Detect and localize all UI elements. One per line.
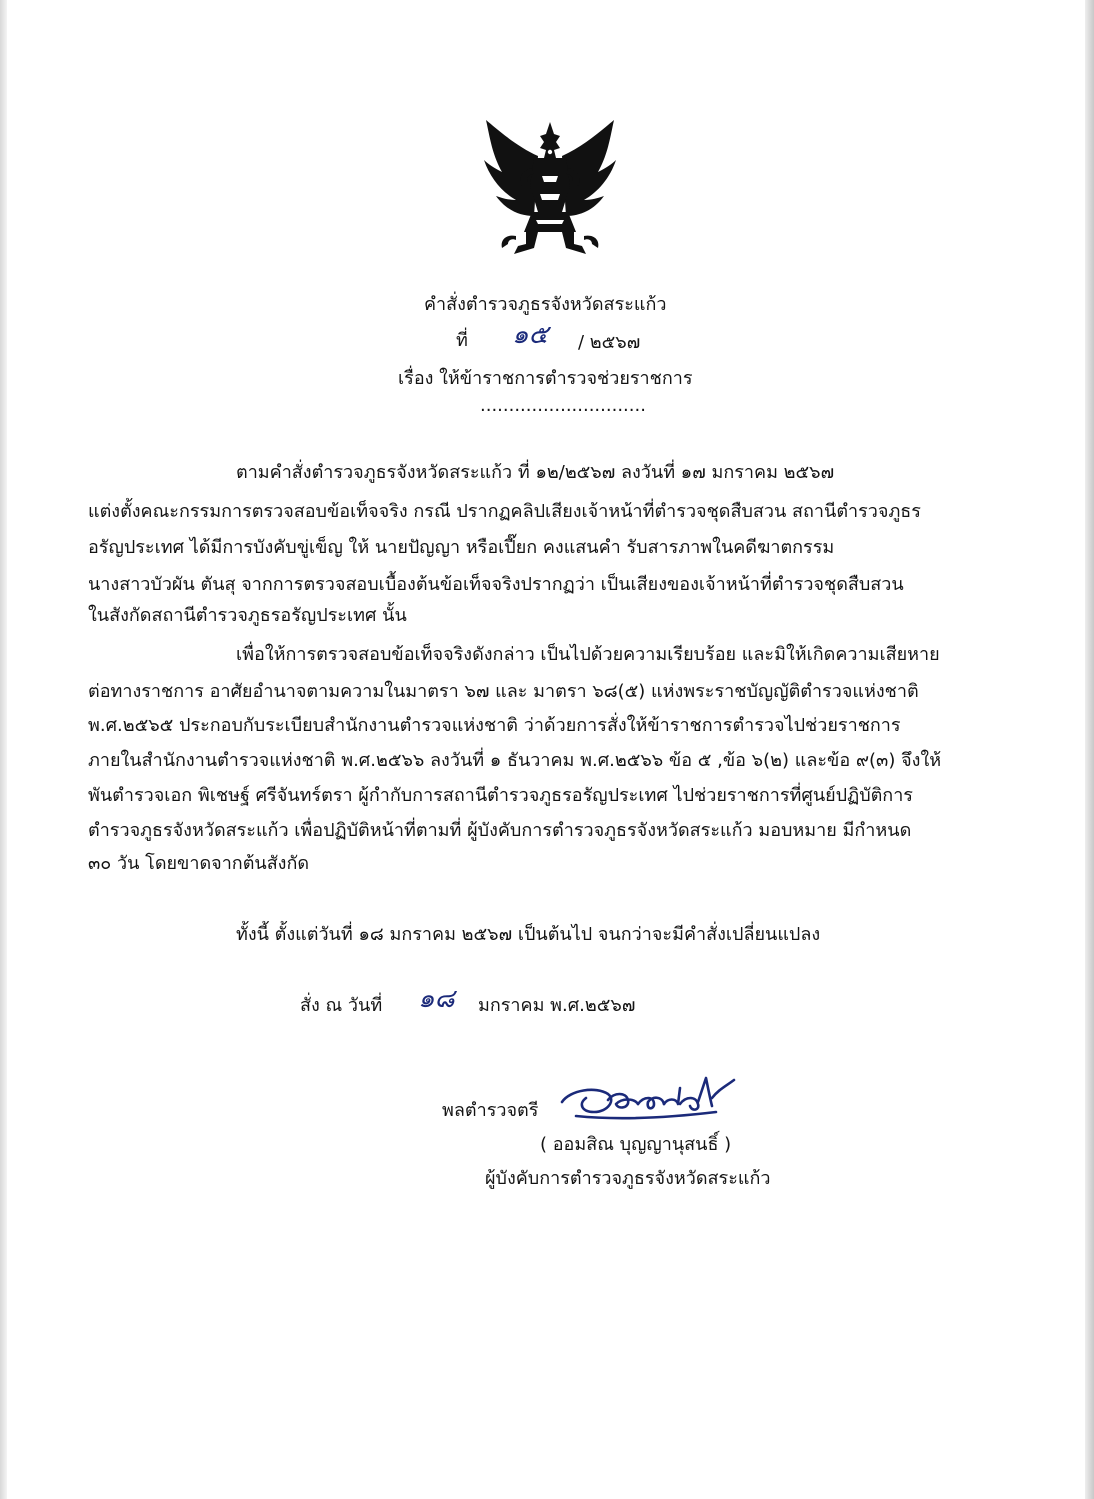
garuda-emblem-icon xyxy=(476,116,624,260)
signer-rank: พลตำรวจตรี xyxy=(442,1100,539,1121)
paragraph-1-line-2: แต่งตั้งคณะกรรมการตรวจสอบข้อเท็จจริง กรณี ปรากฏคลิปเสียงเจ้าหน้าที่ตำรวจชุดสืบสวน สถานีตำรวจภูธร xyxy=(88,501,921,522)
page-edge-right xyxy=(1085,0,1094,1499)
handwritten-signature-icon xyxy=(556,1068,742,1126)
paragraph-1-line-5: ในสังกัดสถานีตำรวจภูธรอรัญประเทศ นั้น xyxy=(88,605,407,626)
paragraph-2-line-7: ๓๐ วัน โดยขาดจากต้นสังกัด xyxy=(88,853,310,874)
page-edge-left xyxy=(0,0,7,1499)
order-number-year: / ๒๕๖๗ xyxy=(578,332,641,353)
order-date-prefix: สั่ง ณ วันที่ xyxy=(300,995,383,1016)
order-date-suffix: มกราคม พ.ศ.๒๕๖๗ xyxy=(478,995,636,1016)
signer-position: ผู้บังคับการตำรวจภูธรจังหวัดสระแก้ว xyxy=(485,1168,771,1189)
paragraph-2-line-3: พ.ศ.๒๕๖๕ ประกอบกับระเบียบสำนักงานตำรวจแห่งชาติ ว่าด้วยการสั่งให้ข้าราชการตำรวจไปช่วยราชการ xyxy=(88,715,901,736)
paragraph-1-line-1: ตามคำสั่งตำรวจภูธรจังหวัดสระแก้ว ที่ ๑๒/๒๕๖๗ ลงวันที่ ๑๗ มกราคม ๒๕๖๗ xyxy=(236,462,835,483)
paragraph-2-line-5: พันตำรวจเอก พิเชษฐ์ ศรีจันทร์ตรา ผู้กำกับการสถานีตำรวจภูธรอรัญประเทศ ไปช่วยราชการที่ศูนย์ปฏิบัติการ xyxy=(88,785,913,806)
effective-date-statement: ทั้งนี้ ตั้งแต่วันที่ ๑๘ มกราคม ๒๕๖๗ เป็นต้นไป จนกว่าจะมีคำสั่งเปลี่ยนแปลง xyxy=(236,924,821,945)
header-divider: ............................. xyxy=(480,395,646,416)
order-number-handwritten: ๑๕ xyxy=(512,320,549,350)
paragraph-2-line-2: ต่อทางราชการ อาศัยอำนาจตามความในมาตรา ๖๗ และ มาตรา ๖๘(๕) แห่งพระราชบัญญัติตำรวจแห่งชาติ xyxy=(88,681,919,702)
paragraph-2-line-1: เพื่อให้การตรวจสอบข้อเท็จจริงดังกล่าว เป็นไปด้วยความเรียบร้อย และมิให้เกิดความเสียหาย xyxy=(236,644,940,665)
order-title: คำสั่งตำรวจภูธรจังหวัดสระแก้ว xyxy=(424,294,667,315)
signer-name: ( ออมสิณ บุญญานุสนธิ์ ) xyxy=(540,1134,732,1155)
order-date-day-handwritten: ๑๘ xyxy=(418,984,455,1014)
paragraph-1-line-3: อรัญประเทศ ได้มีการบังคับขู่เข็ญ ให้ นายปัญญา หรือเปี๊ยก คงแสนคำ รับสารภาพในคดีฆาตกรรม xyxy=(88,537,835,558)
paragraph-2-line-6: ตำรวจภูธรจังหวัดสระแก้ว เพื่อปฏิบัติหน้าที่ตามที่ ผู้บังคับการตำรวจภูธรจังหวัดสระแก้ว มอบหมาย มีกำหนด xyxy=(88,820,912,841)
paragraph-2-line-4: ภายในสำนักงานตำรวจแห่งชาติ พ.ศ.๒๕๖๖ ลงวันที่ ๑ ธันวาคม พ.ศ.๒๕๖๖ ข้อ ๕ ,ข้อ ๖(๒) และข้อ ๙(๓) จึงให้ xyxy=(88,750,942,771)
order-number-label: ที่ xyxy=(456,330,468,351)
order-subject: เรื่อง ให้ข้าราชการตำรวจช่วยราชการ xyxy=(398,368,693,389)
paragraph-1-line-4: นางสาวบัวผัน ตันสุ จากการตรวจสอบเบื้องต้นข้อเท็จจริงปรากฏว่า เป็นเสียงของเจ้าหน้าที่ตำรวจชุดสืบสวน xyxy=(88,574,904,595)
